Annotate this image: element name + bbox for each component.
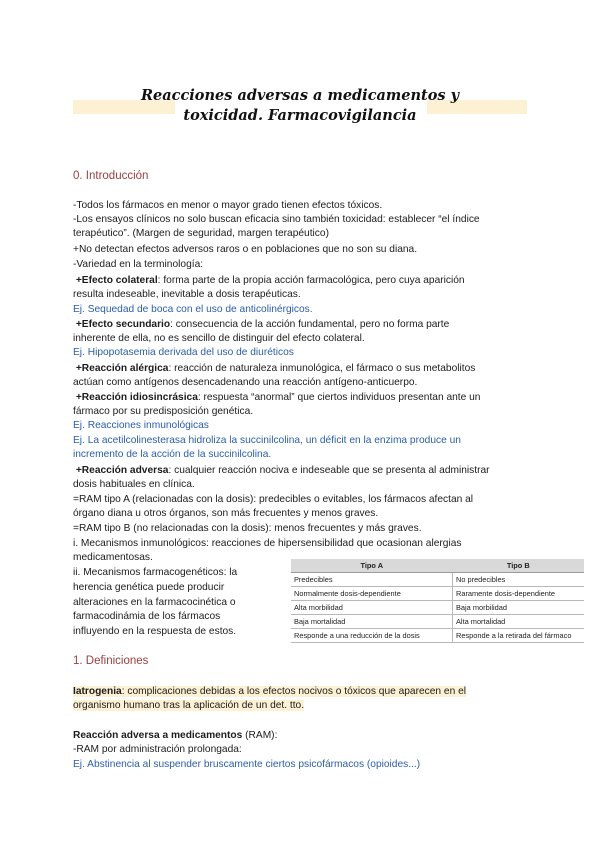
efecto-secundario-line	[73, 318, 449, 332]
example-line: Ej. Hipopotasemia derivada del uso de diuréticos	[73, 347, 294, 358]
reaccion-adversa-line: dosis habituales en clínica.	[73, 479, 195, 490]
definition-text: : cualquier reacción nociva e indeseable que se presenta al administrar	[168, 465, 490, 476]
intro-line: -Todos los fármacos en menor o mayor grado tienen efectos tóxicos.	[73, 200, 383, 211]
table-cell: Raramente dosis-dependiente	[453, 587, 585, 601]
definition-text: : complicaciones debidas a los efectos nocivos o tóxicos que aparecen en el	[121, 686, 467, 697]
iatrogenia-line	[73, 685, 466, 699]
intro-line: -Los ensayos clínicos no solo buscan eficacia sino también toxicidad: establecer “el índice	[73, 214, 480, 225]
example-line: Ej. Sequedad de boca con el uso de anticolinérgicos.	[73, 304, 313, 315]
mecanismos-line: i. Mecanismos inmunológicos: reacciones de hipersensibilidad que ocasionan alergias	[73, 538, 462, 549]
term-efecto-secundario: +Efecto secundario	[75, 319, 171, 330]
table-row	[291, 573, 584, 587]
table-row	[291, 629, 584, 643]
intro-line: terapéutico”. (Margen de seguridad, margen terapéutico)	[73, 228, 329, 239]
reaccion-alergica-line	[73, 362, 475, 376]
ram-tipo-a-line: =RAM tipo A (relacionadas con la dosis): predecibles o evitables, los fármacos afectan al	[73, 494, 474, 505]
term-iatrogenia: Iatrogenia	[73, 686, 122, 697]
table-row	[291, 587, 584, 601]
efecto-secundario-line: inherente de ella, no es sencillo de distinguir del efecto colateral.	[73, 333, 365, 344]
iatrogenia-line	[73, 699, 304, 713]
table-row	[291, 601, 584, 615]
reaccion-idiosincrasica-line	[73, 391, 480, 405]
table-header-tipo-b: Tipo B	[453, 559, 585, 573]
ram-tipo-b-line: =RAM tipo B (no relacionadas con la dosis): menos frecuentes y más graves.	[73, 523, 422, 534]
mecanismos-line: herencia genética puede producir	[73, 582, 225, 593]
mecanismos-line: ii. Mecanismos farmacogenéticos: la	[73, 567, 238, 578]
reaccion-idiosincrasica-line: fármaco por su predisposición genética.	[73, 406, 254, 417]
term-ram: Reacción adversa a medicamentos	[73, 730, 243, 741]
ram-tipo-a-line: órgano diana u otros órganos, son más frecuentes y menos graves.	[73, 508, 379, 519]
example-line: incremento de la acción de la succinilcolina.	[73, 449, 272, 460]
definition-text: : respuesta “anormal” que ciertos individuos presentan ante un	[197, 392, 481, 403]
table-cell: No predecibles	[453, 573, 585, 587]
term-efecto-colateral: +Efecto colateral	[75, 275, 158, 286]
table-header-tipo-a: Tipo A	[291, 559, 453, 573]
reaccion-adversa-line	[73, 464, 490, 478]
section-heading-definiciones: 1. Definiciones	[73, 655, 149, 667]
table-row	[291, 615, 584, 629]
term-reaccion-alergica: +Reacción alérgica	[75, 363, 169, 374]
ram-line	[73, 729, 277, 743]
mecanismos-line: influyendo en la respuesta de estos.	[73, 626, 237, 637]
reaccion-alergica-line: actúan como antígenos desencadenando una reacción antígeno-anticuerpo.	[73, 377, 418, 388]
table-cell: Alta mortalidad	[453, 615, 585, 629]
term-reaccion-adversa: +Reacción adversa	[75, 465, 169, 476]
title-line-2: toxicidad. Farmacovigilancia	[183, 107, 417, 124]
table-cell: Normalmente dosis-dependiente	[291, 587, 453, 601]
table-cell: Baja mortalidad	[291, 615, 453, 629]
definition-text: : consecuencia de la acción fundamental, pero no forma parte	[170, 319, 450, 330]
table-cell: Predecibles	[291, 573, 453, 587]
efecto-colateral-line: resulta indeseable, inevitable a dosis terapéuticas.	[73, 289, 301, 300]
table-cell: Alta morbilidad	[291, 601, 453, 615]
definition-text: : forma parte de la propia acción farmacológica, pero cuya aparición	[157, 275, 465, 286]
example-line: Ej. Abstinencia al suspender bruscamente ciertos psicofármacos (opioides...)	[73, 759, 421, 770]
ram-comparison-table	[291, 559, 584, 643]
ram-suffix: (RAM):	[242, 730, 278, 741]
term-reaccion-idiosincrasica: +Reacción idiosincrásica	[75, 392, 198, 403]
definition-text: : reacción de naturaleza inmunológica, el fármaco o sus metabolitos	[168, 363, 476, 374]
mecanismos-line: alteraciones en la farmacocinética o	[73, 597, 236, 608]
example-line: Ej. La acetilcolinesterasa hidroliza la succinilcolina, un déficit en la enzima produce un	[73, 435, 461, 446]
title-line-1: Reacciones adversas a medicamentos y	[140, 87, 460, 104]
page-title	[60, 86, 540, 126]
section-heading-intro: 0. Introducción	[73, 170, 149, 182]
example-line: Ej. Reacciones inmunológicas	[73, 420, 209, 431]
table-header-row	[291, 559, 584, 573]
mecanismos-line: farmacodinámia de los fármacos	[73, 611, 221, 622]
ram-line: -RAM por administración prolongada:	[73, 744, 242, 755]
mecanismos-line: medicamentosas.	[73, 552, 153, 563]
table-cell: Responde a una reducción de la dosis	[291, 629, 453, 643]
efecto-colateral-line	[73, 274, 465, 288]
table-cell: Baja morbilidad	[453, 601, 585, 615]
intro-line: +No detectan efectos adversos raros o en poblaciones que no son su diana.	[73, 244, 418, 255]
table-cell: Responde a la retirada del fármaco	[453, 629, 585, 643]
intro-line: -Variedad en la terminología:	[73, 259, 204, 270]
definition-text: organismo humano tras la aplicación de un det. tto.	[73, 700, 305, 711]
